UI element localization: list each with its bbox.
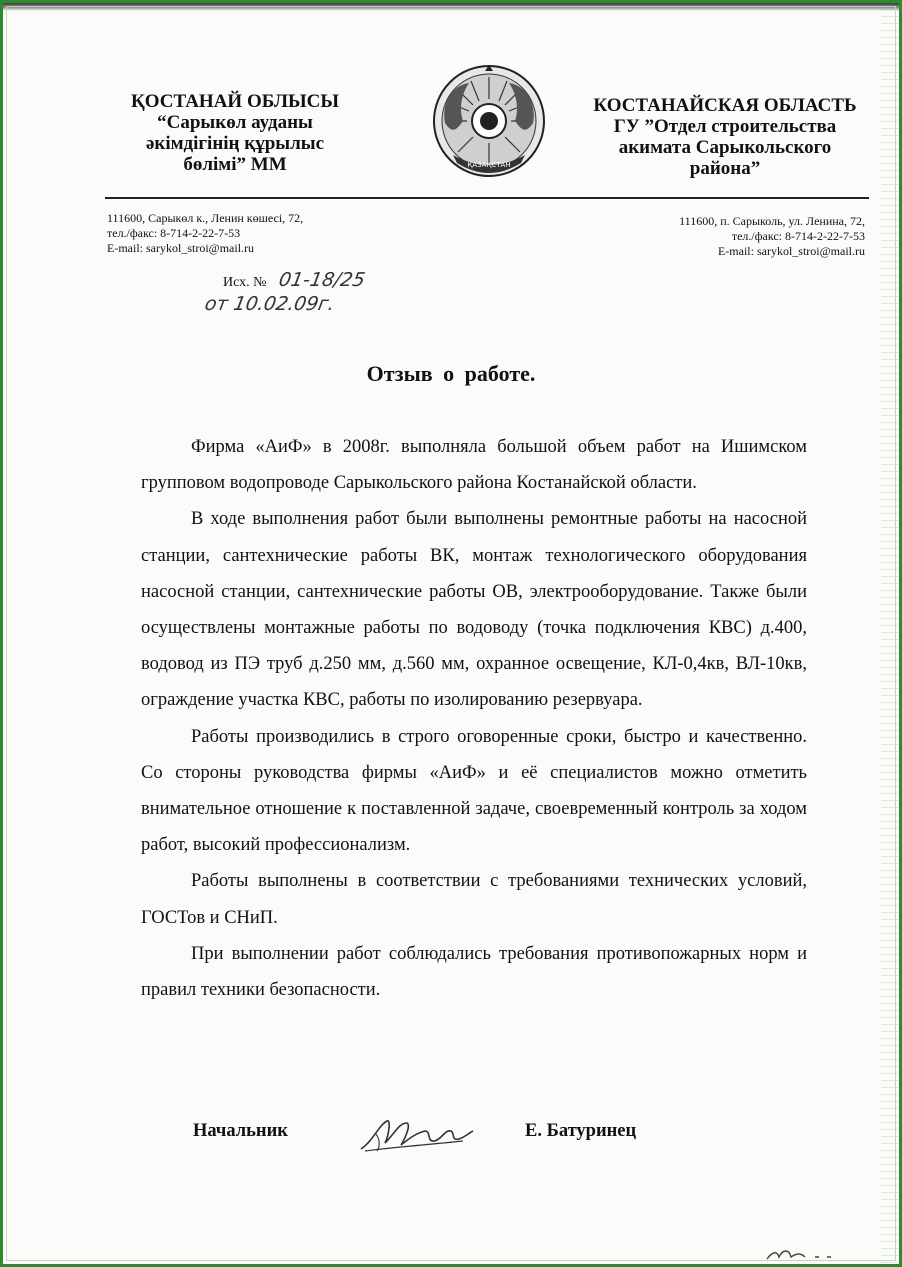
paragraph-5: При выполнении работ соблюдались требования противопожарных норм и правил техники безопасности. — [141, 943, 807, 1001]
margin-scribble-icon — [763, 1243, 843, 1263]
header-right-line3: акимата Сарыкольского — [618, 137, 832, 158]
paragraph-1: Фирма «АиФ» в 2008г. выполняла большой объем работ на Ишимском групповом водопроводе Сарыкольского района Костанайской области. — [141, 437, 807, 494]
paragraph-2: В ходе выполнения работ были выполнены ремонтные работы на насосной станции, сантехнические работы ВК, монтаж технологического оборудования насосной станции, сантехнические работы ОВ, электрооборудование. Также были осуществлены монтажные работы по водоводу (точка подключения КВС) д.400, водовод из ПЭ труб д.250 мм, д.560 мм, охранное освещение, КЛ-0,4кв, ВЛ-10кв, ограждение участка КВС, работы по изолированию резервуара. — [141, 509, 807, 711]
header-left-line3: әкімдігінің құрылыс — [145, 133, 325, 154]
paragraph-4: Работы выполнены в соответствии с требованиями технических условий, ГОСТов и СНиП. — [141, 871, 807, 928]
signatory-role: Начальник — [193, 1121, 288, 1141]
document-title: Отзыв о работе. — [366, 361, 536, 386]
emblem-text: ҚАЗАҚСТАН — [467, 161, 511, 169]
header-left-line1: ҚОСТАНАЙ ОБЛЫСЫ — [130, 91, 340, 112]
address-left-line1: 111600, Сарыкөл к., Ленин көшесі, 72, — [107, 211, 304, 225]
address-right-line1: 111600, п. Сарыколь, ул. Ленина, 72, — [679, 214, 865, 228]
address-left-line2: тел./факс: 8-714-2-22-7-53 — [107, 226, 241, 240]
header-divider — [105, 197, 869, 199]
address-left-line3: E-mail: sarykol_stroi@mail.ru — [107, 241, 255, 255]
scan-top-edge — [3, 3, 899, 11]
header-right-line4: района” — [689, 158, 761, 179]
letter-body — [141, 429, 807, 1008]
header-right-line2: ГУ ”Отдел строительства — [613, 116, 837, 137]
header-left-line2: “Сарыкөл ауданы — [157, 112, 313, 133]
paragraph-3: Работы производились в строго оговоренные сроки, быстро и качественно. Со стороны руководства фирмы «АиФ» и её специалистов можно отметить внимательное отношение к поставленной задаче, своевременный контроль за ходом работ, высокий профессионализм. — [141, 726, 807, 856]
signatory-name: Е. Батуринец — [525, 1121, 637, 1141]
header-left-kazakh — [115, 91, 355, 175]
address-right-line3: E-mail: sarykol_stroi@mail.ru — [717, 244, 865, 258]
reference-label: Исх. № — [223, 275, 267, 290]
reference-date: от 10.02.09г. — [203, 293, 337, 315]
outgoing-reference — [199, 269, 419, 323]
scan-right-edge — [881, 3, 899, 1264]
address-right-line2: тел./факс: 8-714-2-22-7-53 — [731, 229, 865, 243]
address-right — [563, 214, 865, 259]
handwritten-signature-icon — [355, 1111, 475, 1159]
header-left-line4: бөлімі” ММ — [183, 154, 287, 175]
header-right-russian — [575, 95, 875, 179]
address-left — [107, 211, 303, 256]
state-emblem-icon — [431, 63, 547, 181]
reference-number: 01-18/25 — [277, 269, 367, 291]
header-right-line1: КОСТАНАЙСКАЯ ОБЛАСТЬ — [593, 95, 857, 116]
